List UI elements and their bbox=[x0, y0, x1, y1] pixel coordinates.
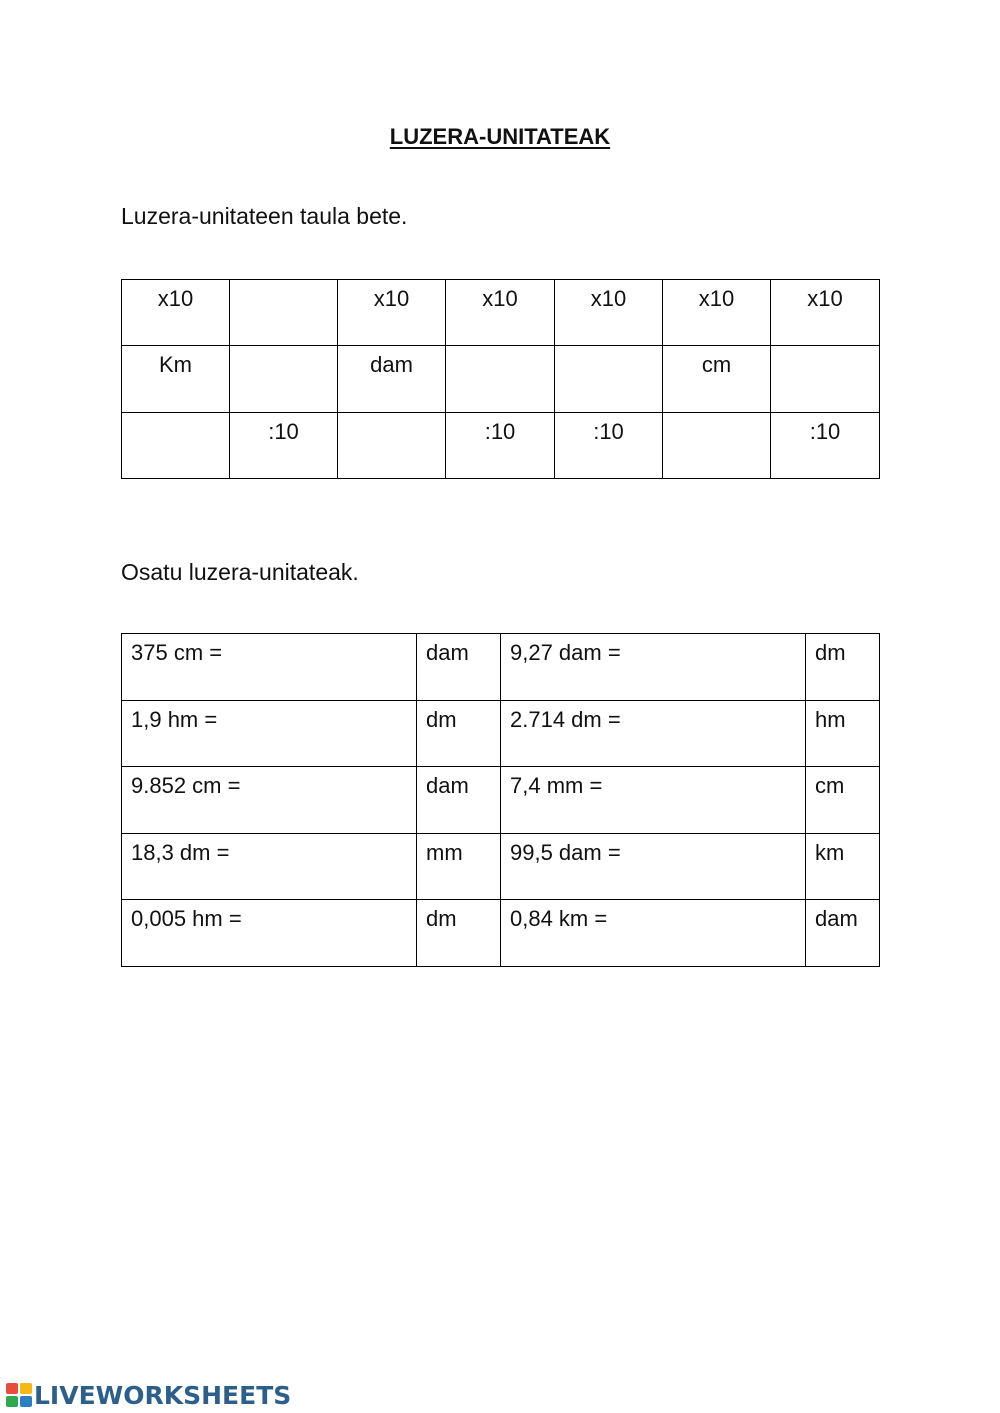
conversion-target-unit: dam bbox=[806, 900, 880, 967]
units-cell-blank[interactable] bbox=[230, 280, 338, 346]
units-cell-blank[interactable] bbox=[338, 412, 446, 478]
logo-square-yellow bbox=[20, 1383, 32, 1394]
conversion-expression[interactable]: 18,3 dm = bbox=[122, 833, 417, 900]
conversion-target-unit: dm bbox=[417, 900, 501, 967]
units-cell: x10 bbox=[663, 280, 771, 346]
liveworksheets-brand[interactable] bbox=[6, 1380, 291, 1410]
conversion-target-unit: dam bbox=[417, 767, 501, 834]
conversion-target-unit: dm bbox=[806, 634, 880, 701]
units-cell: Km bbox=[122, 346, 230, 412]
conversion-expression[interactable]: 0,005 hm = bbox=[122, 900, 417, 967]
units-row-multiply bbox=[122, 280, 880, 346]
conversion-target-unit: dam bbox=[417, 634, 501, 701]
instruction-fill-table: Luzera-unitateen taula bete. bbox=[121, 203, 408, 229]
conversion-row bbox=[122, 900, 880, 967]
liveworksheets-logo-icon bbox=[6, 1383, 32, 1407]
units-cell: :10 bbox=[230, 412, 338, 478]
conversion-expression[interactable]: 9.852 cm = bbox=[122, 767, 417, 834]
units-cell: x10 bbox=[555, 280, 663, 346]
conversion-target-unit: km bbox=[806, 833, 880, 900]
units-cell: :10 bbox=[446, 412, 555, 478]
logo-square-green bbox=[6, 1396, 18, 1407]
units-cell: x10 bbox=[771, 280, 880, 346]
conversion-target-unit: dm bbox=[417, 700, 501, 767]
page-title: LUZERA-UNITATEAK bbox=[389, 124, 611, 149]
units-cell-blank[interactable] bbox=[663, 412, 771, 478]
conversion-expression[interactable]: 9,27 dam = bbox=[501, 634, 806, 701]
conversion-target-unit: cm bbox=[806, 767, 880, 834]
conversion-row bbox=[122, 767, 880, 834]
units-cell-blank[interactable] bbox=[122, 412, 230, 478]
units-cell-blank[interactable] bbox=[230, 346, 338, 412]
instruction-complete-units: Osatu luzera-unitateak. bbox=[121, 559, 359, 585]
units-table bbox=[121, 279, 880, 479]
conversion-target-unit: hm bbox=[806, 700, 880, 767]
conversion-row bbox=[122, 833, 880, 900]
logo-square-blue bbox=[20, 1396, 32, 1407]
brand-name: LIVEWORKSHEETS bbox=[34, 1380, 292, 1410]
conversion-row bbox=[122, 634, 880, 701]
units-cell: :10 bbox=[555, 412, 663, 478]
units-cell-blank[interactable] bbox=[771, 346, 880, 412]
units-cell: :10 bbox=[771, 412, 880, 478]
conversion-expression[interactable]: 375 cm = bbox=[122, 634, 417, 701]
logo-square-red bbox=[6, 1383, 18, 1394]
conversion-target-unit: mm bbox=[417, 833, 501, 900]
units-cell: dam bbox=[338, 346, 446, 412]
units-row-divide bbox=[122, 412, 880, 478]
units-cell: x10 bbox=[446, 280, 555, 346]
units-cell: x10 bbox=[122, 280, 230, 346]
conversion-expression[interactable]: 7,4 mm = bbox=[501, 767, 806, 834]
units-cell: cm bbox=[663, 346, 771, 412]
conversion-expression[interactable]: 0,84 km = bbox=[501, 900, 806, 967]
units-cell: x10 bbox=[338, 280, 446, 346]
units-cell-blank[interactable] bbox=[446, 346, 555, 412]
units-cell-blank[interactable] bbox=[555, 346, 663, 412]
conversion-expression[interactable]: 99,5 dam = bbox=[501, 833, 806, 900]
conversion-expression[interactable]: 1,9 hm = bbox=[122, 700, 417, 767]
conversions-table bbox=[121, 633, 880, 967]
conversion-expression[interactable]: 2.714 dm = bbox=[501, 700, 806, 767]
conversion-row bbox=[122, 700, 880, 767]
units-row-names bbox=[122, 346, 880, 412]
